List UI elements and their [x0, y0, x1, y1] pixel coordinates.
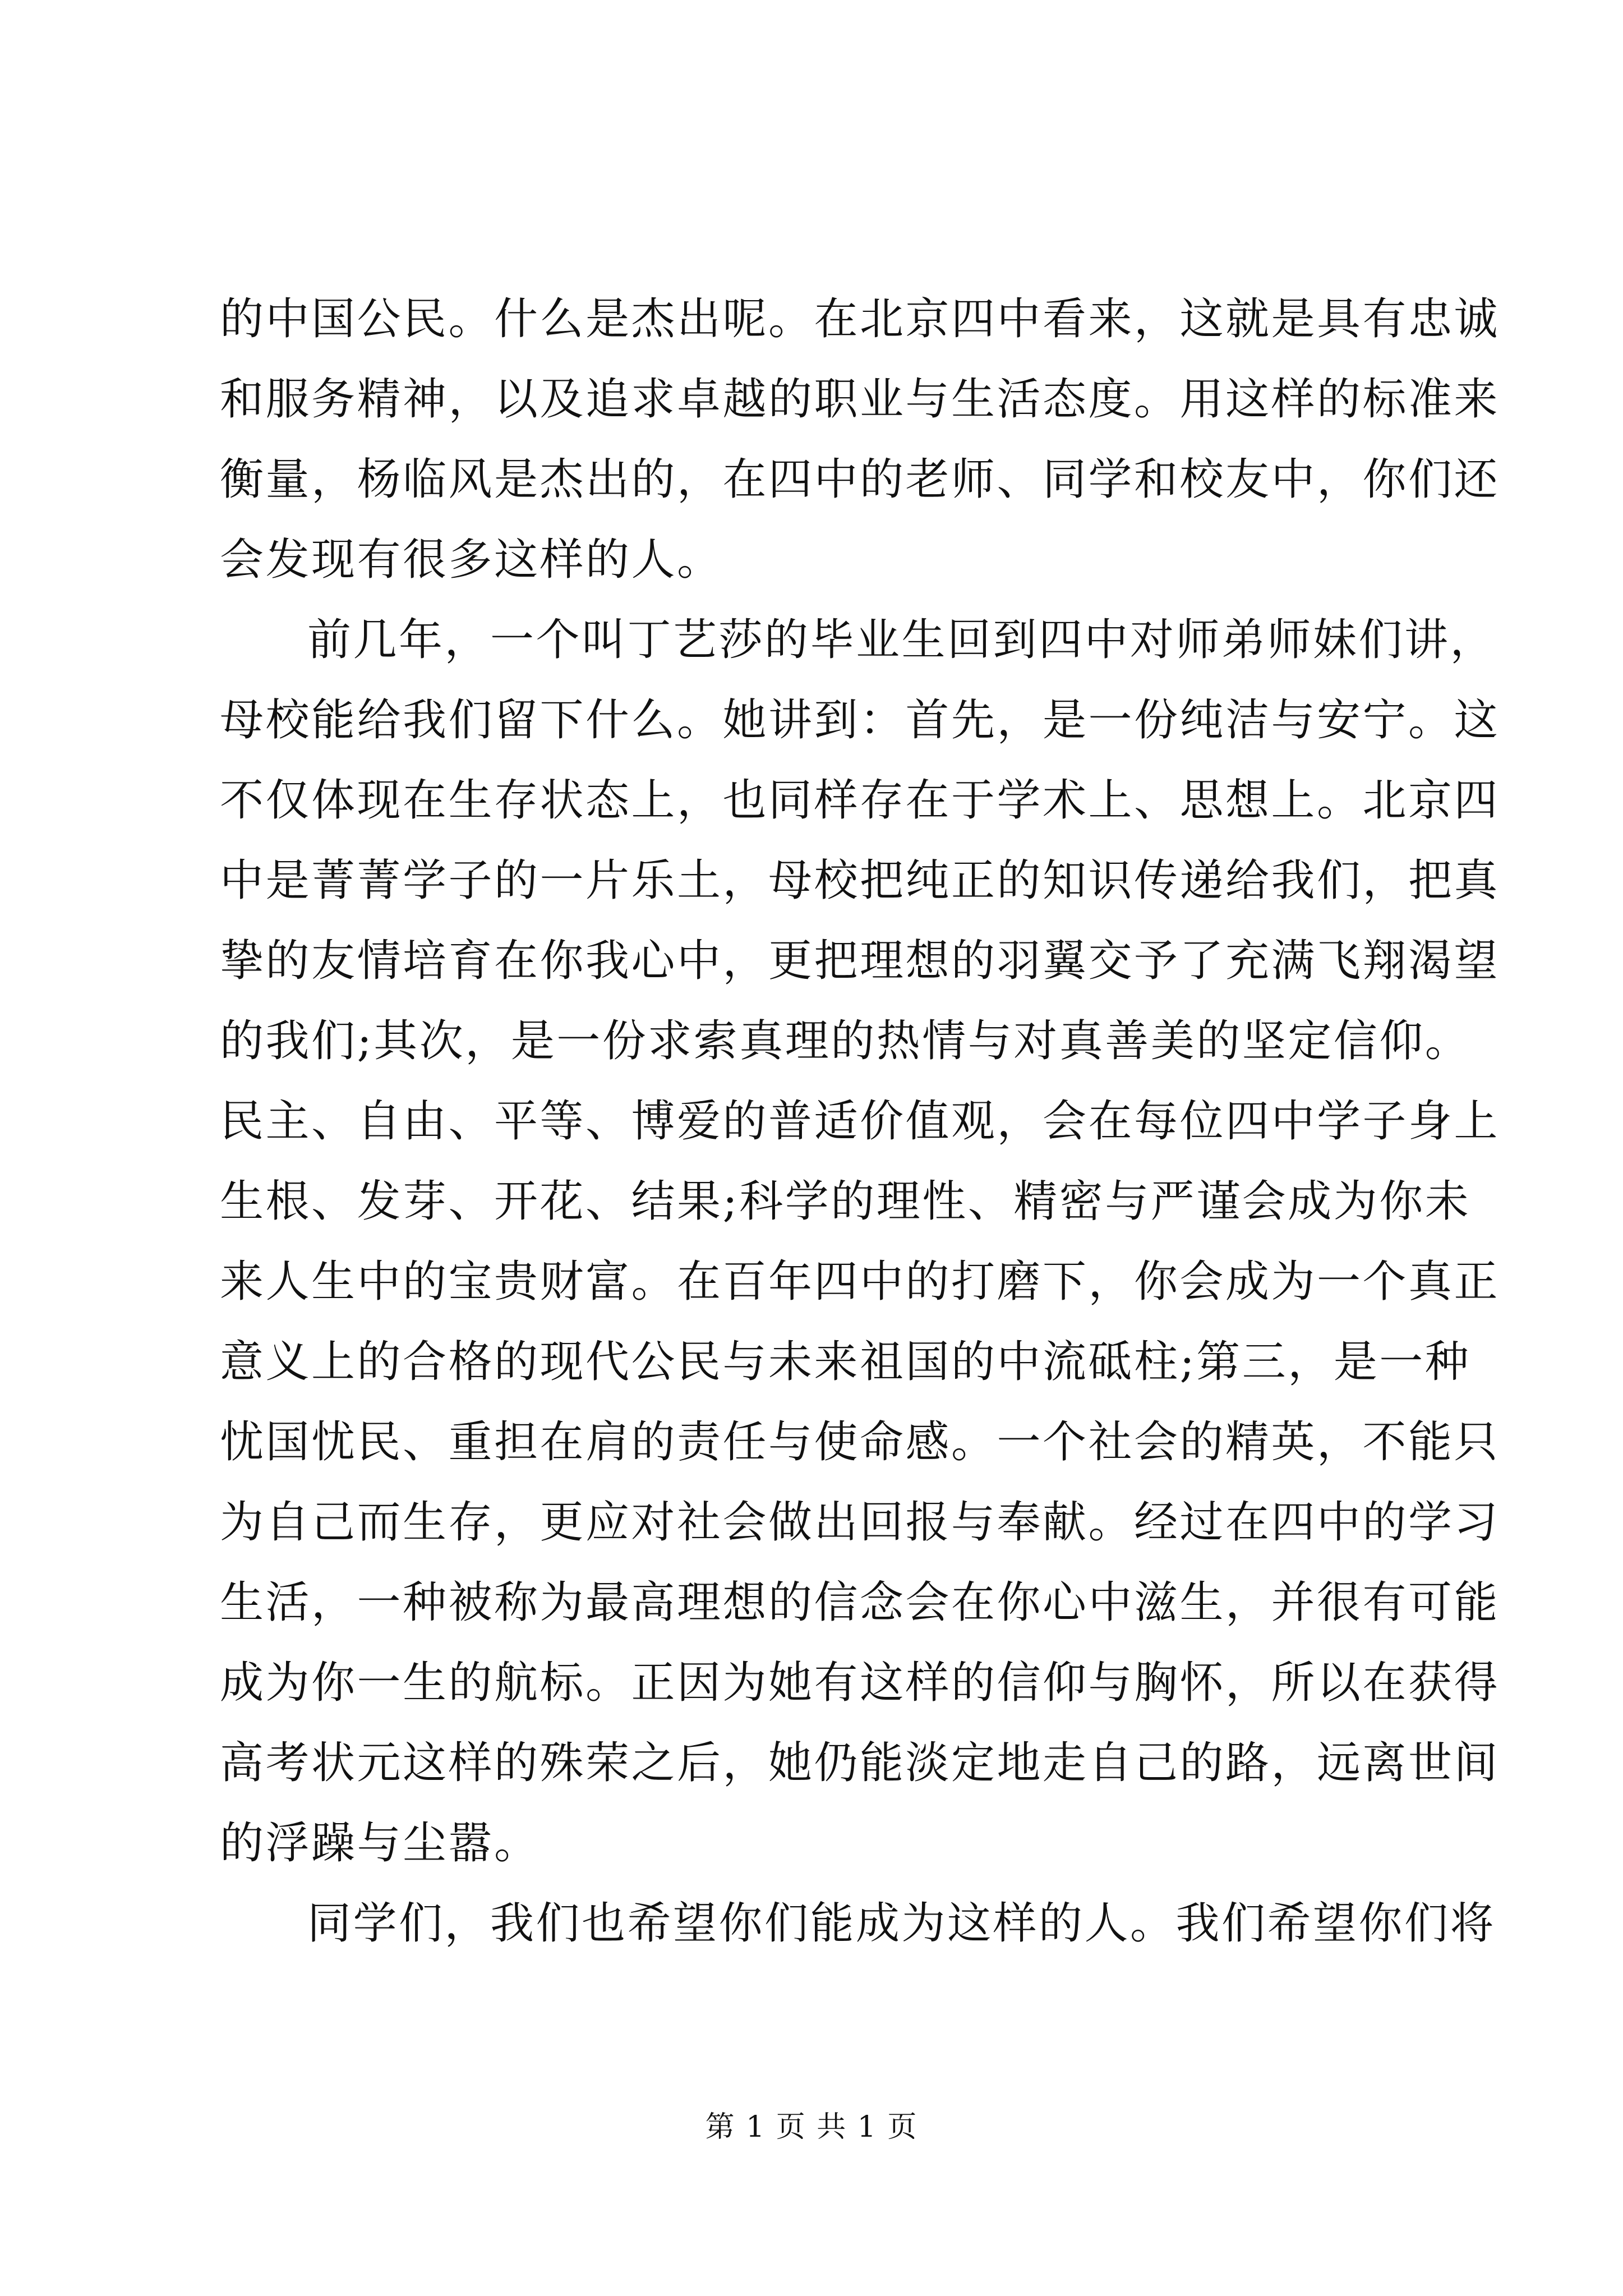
page-number-footer: 第 1 页 共 1 页 — [705, 2110, 918, 2144]
paragraph-start-line: 同学们，我们也希望你们能成为这样的人。我们希望你们将 — [307, 1898, 1496, 1949]
text-line: 生活，一种被称为最高理想的信念会在你心中滋生，并很有可能 — [220, 1577, 1500, 1628]
text-line: 民主、自由、平等、博爱的普适价值观，会在每位四中学子身上 — [220, 1096, 1500, 1147]
paragraph-start-line: 前几年，一个叫丁艺莎的毕业生回到四中对师弟师妹们讲， — [307, 615, 1496, 665]
text-line: 生根、发芽、开花、结果;科学的理性、精密与严谨会成为你未 — [220, 1176, 1471, 1227]
text-line: 的中国公民。什么是杰出呢。在北京四中看来，这就是具有忠诚 — [220, 294, 1500, 344]
text-line: 中是菁菁学子的一片乐土，母校把纯正的知识传递给我们，把真 — [220, 855, 1500, 906]
text-line: 来人生中的宝贵财富。在百年四中的打磨下，你会成为一个真正 — [220, 1257, 1500, 1307]
text-line: 高考状元这样的殊荣之后，她仍能淡定地走自己的路，远离世间 — [220, 1738, 1500, 1788]
text-line: 挚的友情培育在你我心中，更把理想的羽翼交予了充满飞翔渴望 — [220, 936, 1500, 986]
text-line: 衡量，杨临风是杰出的，在四中的老师、同学和校友中，你们还 — [220, 454, 1500, 505]
text-line: 忧国忧民、重担在肩的责任与使命感。一个社会的精英，不能只 — [220, 1417, 1500, 1467]
text-line: 的浮躁与尘嚣。 — [220, 1818, 540, 1869]
text-line: 会发现有很多这样的人。 — [220, 535, 723, 585]
text-line: 意义上的合格的现代公民与未来祖国的中流砥柱;第三，是一种 — [220, 1337, 1471, 1387]
text-line: 不仅体现在生存状态上，也同样存在于学术上、思想上。北京四 — [220, 775, 1500, 826]
text-line: 和服务精神，以及追求卓越的职业与生活态度。用这样的标准来 — [220, 374, 1500, 425]
text-line: 的我们;其次，是一份求索真理的热情与对真善美的坚定信仰。 — [220, 1016, 1471, 1066]
text-line: 成为你一生的航标。正因为她有这样的信仰与胸怀，所以在获得 — [220, 1658, 1500, 1708]
text-line: 为自己而生存，更应对社会做出回报与奉献。经过在四中的学习 — [220, 1497, 1500, 1548]
document-body — [220, 279, 1500, 1964]
text-line: 母校能给我们留下什么。她讲到：首先，是一份纯洁与安宁。这 — [220, 695, 1500, 746]
